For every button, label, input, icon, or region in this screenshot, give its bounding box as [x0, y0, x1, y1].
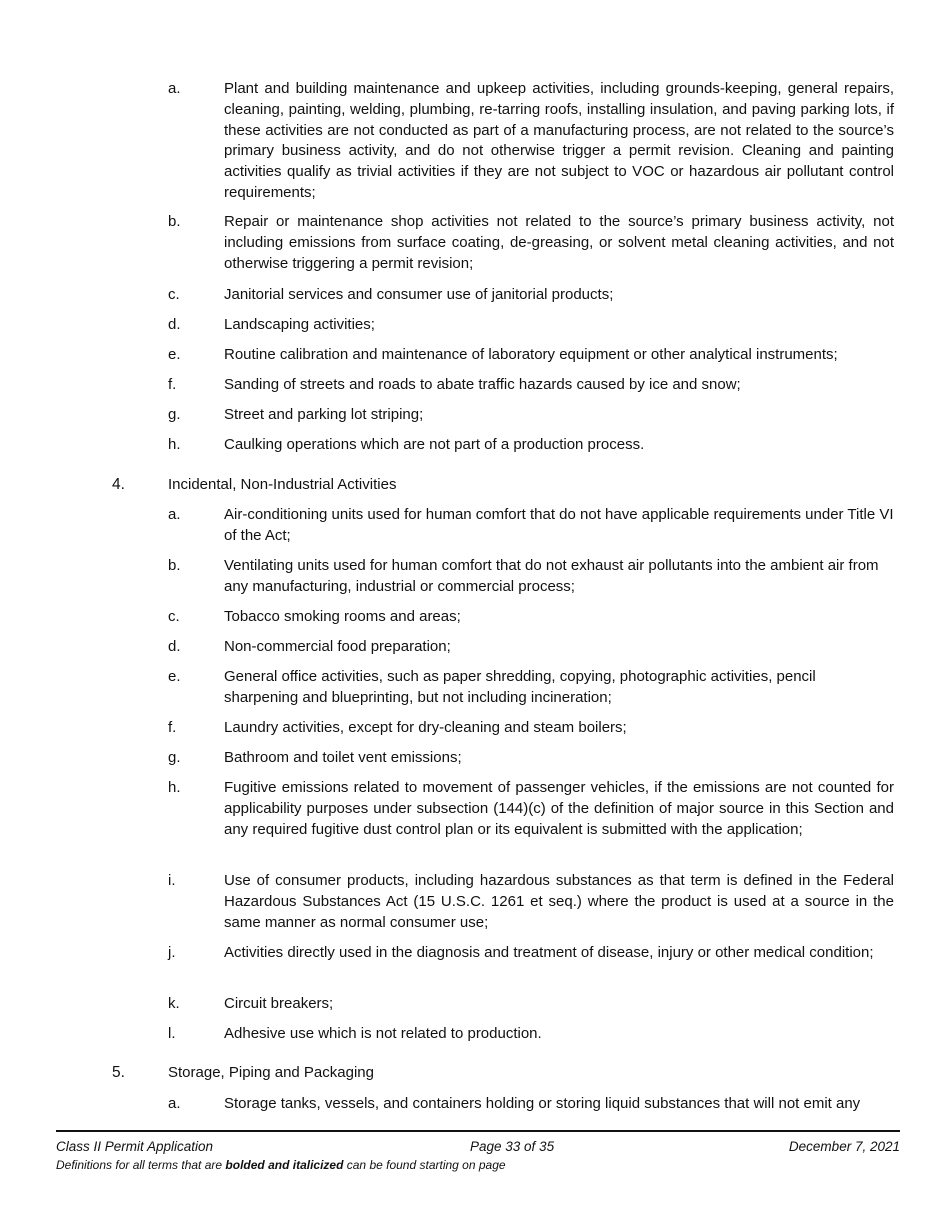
- item-label: e.: [168, 668, 181, 685]
- item-text: Sanding of streets and roads to abate traffic hazards caused by ice and snow;: [224, 376, 741, 393]
- item-label: g.: [168, 749, 181, 766]
- item-text: Activities directly used in the diagnosis and treatment of disease, injury or other medical condition;: [224, 944, 874, 961]
- item-label: g.: [168, 406, 181, 423]
- item-text: Ventilating units used for human comfort that do not exhaust air pollutants into the ambient air from any manufacturing, industrial or commercial process;: [224, 557, 879, 595]
- item-label: l.: [168, 1025, 176, 1042]
- footer-note: [56, 1157, 506, 1174]
- item-text: Adhesive use which is not related to production.: [224, 1025, 542, 1042]
- item-text: Storage tanks, vessels, and containers holding or storing liquid substances that will not emit any: [224, 1095, 861, 1112]
- item-text: Fugitive emissions related to movement of passenger vehicles, if the emissions are not counted for applicability purposes under subsection (144)(c) of the definition of major source in this Section and any required fugitive dust control plan or its equivalent is submitted with the application;: [224, 779, 894, 838]
- item-label: k.: [168, 995, 180, 1012]
- item-text: Plant and building maintenance and upkeep activities, including grounds-keeping, general repairs, cleaning, painting, welding, plumbing, re-tarring roofs, installing insulation, and paving parking lots, if these activities are not conducted as part of a manufacturing process, are not related to the source’s primary business activity, and do not otherwise trigger a permit revision. Cleaning and painting activities qualify as trivial activities if they are not subject to VOC or hazardous air pollutant control requirements;: [224, 80, 894, 201]
- footer-document-title: Class II Permit Application: [56, 1139, 214, 1154]
- item-text: Tobacco smoking rooms and areas;: [224, 608, 461, 625]
- item-text: Caulking operations which are not part of a production process.: [224, 436, 645, 453]
- item-label: e.: [168, 346, 181, 363]
- item-label: d.: [168, 316, 181, 333]
- item-text: Non-commercial food preparation;: [224, 638, 451, 655]
- footer-note-prefix: Definitions for all terms that are: [56, 1158, 226, 1172]
- footer-date: December 7, 2021: [788, 1139, 900, 1154]
- item-label: b.: [168, 213, 181, 230]
- item-text: Janitorial services and consumer use of janitorial products;: [224, 286, 614, 303]
- item-label: j.: [168, 944, 176, 961]
- item-text: Landscaping activities;: [224, 316, 375, 333]
- item-label: h.: [168, 779, 181, 796]
- item-text: Repair or maintenance shop activities not related to the source’s primary business activity, not including emissions from surface coating, de-greasing, or solvent metal cleaning activities, and not otherwise triggering a permit revision;: [224, 213, 894, 272]
- item-label: c.: [168, 286, 180, 303]
- item-text: Air-conditioning units used for human comfort that do not have applicable requirements under Title VI of the Act;: [224, 506, 894, 544]
- item-label: c.: [168, 608, 180, 625]
- item-label: h.: [168, 436, 181, 453]
- item-text: Bathroom and toilet vent emissions;: [224, 749, 462, 766]
- item-label: a.: [168, 80, 181, 97]
- item-text: Circuit breakers;: [224, 995, 334, 1012]
- item-label: d.: [168, 638, 181, 655]
- item-label: f.: [168, 719, 177, 736]
- footer-note-bold: bolded and italicized: [225, 1158, 344, 1172]
- section-title: Storage, Piping and Packaging: [168, 1064, 374, 1081]
- footer-divider: [56, 1130, 900, 1132]
- footer-page-number: Page 33 of 35: [470, 1139, 555, 1154]
- item-text: Street and parking lot striping;: [224, 406, 424, 423]
- item-label: b.: [168, 557, 181, 574]
- item-label: a.: [168, 1095, 181, 1112]
- section-number: 5.: [112, 1064, 125, 1081]
- item-text: Use of consumer products, including hazardous substances as that term is defined in the Federal Hazardous Substances Act (15 U.S.C. 1261 et seq.) where the product is used at a source in the same manner as normal consumer use;: [224, 872, 894, 931]
- item-label: a.: [168, 506, 181, 523]
- item-label: i.: [168, 872, 176, 889]
- footer-note-suffix: can be found starting on page: [343, 1158, 506, 1172]
- item-text: Laundry activities, except for dry-cleaning and steam boilers;: [224, 719, 627, 736]
- item-text: General office activities, such as paper shredding, copying, photographic activities, pencil sharpening and blueprinting, but not including incineration;: [224, 668, 816, 706]
- section-title: Incidental, Non-Industrial Activities: [168, 476, 397, 493]
- section-number: 4.: [112, 476, 125, 493]
- item-text: Routine calibration and maintenance of laboratory equipment or other analytical instruments;: [224, 346, 838, 363]
- item-label: f.: [168, 376, 177, 393]
